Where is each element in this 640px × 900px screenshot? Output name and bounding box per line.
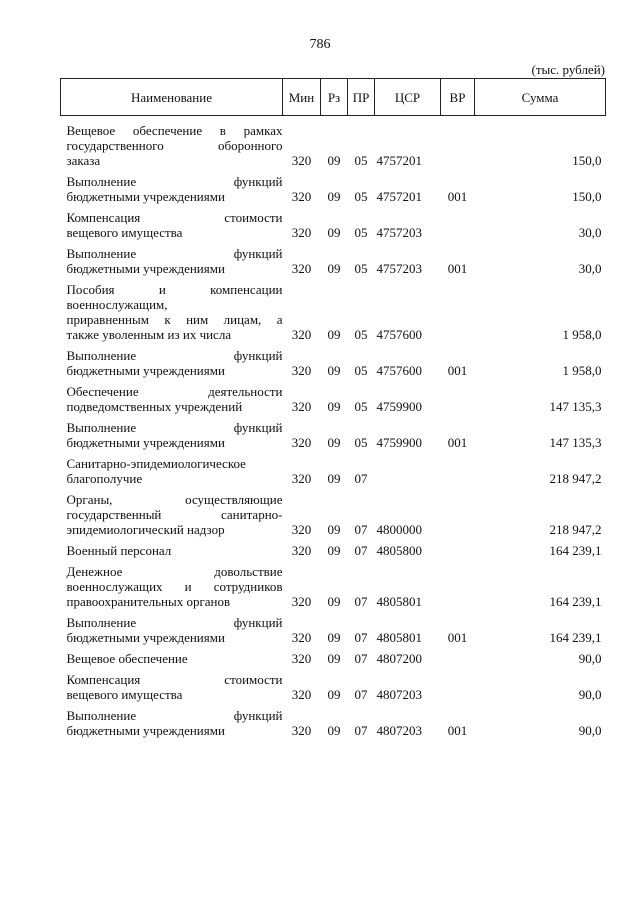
row-name	[61, 116, 283, 171]
row-name-line: бюджетными учреждениями	[66, 363, 225, 378]
row-rz: 09	[327, 687, 341, 702]
row-name-line: подведомственных учреждений	[66, 399, 243, 414]
row-rz: 09	[327, 651, 341, 666]
row-pr: 07	[354, 630, 368, 645]
row-vr: 001	[447, 630, 468, 645]
row-sum: 218 947,2	[549, 471, 602, 486]
row-min: 320	[291, 543, 312, 558]
row-name-line: военнослужащим,	[66, 297, 168, 312]
row-pr: 05	[354, 399, 368, 414]
table-row	[61, 539, 606, 560]
row-sum: 164 239,1	[549, 594, 602, 609]
row-name	[61, 278, 283, 344]
row-pr: 05	[354, 153, 368, 168]
row-vr	[441, 278, 475, 344]
row-csr: 4757203	[376, 261, 422, 276]
units-note: (тыс. рублей)	[531, 62, 605, 77]
table-row	[61, 488, 606, 539]
row-name-line: бюджетными учреждениями	[66, 630, 225, 645]
row-name-line: благополучие	[66, 471, 143, 486]
row-vr	[441, 560, 475, 611]
header-csr: ЦСР	[375, 79, 441, 116]
row-rz: 09	[327, 543, 341, 558]
row-min: 320	[291, 261, 312, 276]
row-name	[61, 416, 283, 452]
row-min: 320	[291, 153, 312, 168]
row-name-line: Вещевое обеспечение	[66, 651, 188, 666]
table-row	[61, 380, 606, 416]
row-name	[61, 242, 283, 278]
header-vr: ВР	[441, 79, 475, 116]
row-name-line: Денежное довольствие	[66, 564, 283, 579]
row-csr: 4805800	[376, 543, 422, 558]
row-name	[61, 611, 283, 647]
table-row	[61, 242, 606, 278]
row-rz: 09	[327, 225, 341, 240]
row-rz: 09	[327, 522, 341, 537]
table-row	[61, 704, 606, 740]
row-min: 320	[291, 594, 312, 609]
row-name-line: государственный санитарно-	[66, 507, 283, 522]
row-csr: 4807203	[376, 723, 422, 738]
row-name-line: Выполнение функций	[66, 708, 283, 723]
header-rz: Рз	[321, 79, 348, 116]
row-rz: 09	[327, 327, 341, 342]
row-pr: 05	[354, 261, 368, 276]
row-vr: 001	[447, 435, 468, 450]
row-sum: 90,0	[578, 651, 602, 666]
row-name-line: военнослужащих и сотрудников	[66, 579, 283, 594]
row-pr: 05	[354, 327, 368, 342]
row-sum: 30,0	[578, 225, 602, 240]
row-vr	[441, 647, 475, 668]
row-sum: 1 958,0	[562, 327, 602, 342]
row-min: 320	[291, 435, 312, 450]
row-min: 320	[291, 687, 312, 702]
row-vr: 001	[447, 363, 468, 378]
row-sum: 90,0	[578, 723, 602, 738]
header-name: Наименование	[61, 79, 283, 116]
header-sum: Сумма	[475, 79, 606, 116]
row-name	[61, 488, 283, 539]
row-sum: 164 239,1	[549, 543, 602, 558]
row-rz: 09	[327, 471, 341, 486]
row-pr: 05	[354, 189, 368, 204]
table-row	[61, 116, 606, 171]
row-rz: 09	[327, 723, 341, 738]
row-vr	[441, 668, 475, 704]
row-min: 320	[291, 363, 312, 378]
row-name-line: Пособия и компенсации	[66, 282, 283, 297]
row-name-line: бюджетными учреждениями	[66, 189, 225, 204]
row-vr	[441, 116, 475, 171]
table-row	[61, 206, 606, 242]
row-csr: 4759900	[376, 399, 422, 414]
table-row	[61, 170, 606, 206]
row-sum: 150,0	[572, 153, 602, 168]
row-vr	[441, 206, 475, 242]
row-name-line: бюджетными учреждениями	[66, 723, 225, 738]
row-name-line: Выполнение функций	[66, 420, 283, 435]
row-name	[61, 560, 283, 611]
row-name	[61, 704, 283, 740]
row-rz: 09	[327, 261, 341, 276]
row-rz: 09	[327, 399, 341, 414]
row-name-line: Военный персонал	[66, 543, 172, 558]
row-pr: 07	[354, 723, 368, 738]
row-name-line: также уволенным из их числа	[66, 327, 232, 342]
table-header-row	[61, 79, 606, 116]
row-vr	[441, 539, 475, 560]
row-sum: 147 135,3	[549, 399, 602, 414]
row-csr: 4805801	[376, 594, 422, 609]
budget-table	[60, 78, 606, 740]
row-name-line: вещевого имущества	[66, 687, 183, 702]
row-name	[61, 380, 283, 416]
header-min: Мин	[283, 79, 321, 116]
page-number: 786	[309, 37, 331, 52]
table-row	[61, 416, 606, 452]
row-sum: 1 958,0	[562, 363, 602, 378]
row-pr: 07	[354, 471, 368, 486]
row-vr: 001	[447, 723, 468, 738]
row-name-line: бюджетными учреждениями	[66, 261, 225, 276]
row-rz: 09	[327, 594, 341, 609]
row-name-line: Компенсация стоимости	[66, 210, 283, 225]
table-row	[61, 647, 606, 668]
row-vr: 001	[447, 261, 468, 276]
row-name-line: Вещевое обеспечение в рамках	[66, 123, 283, 138]
header-pr: ПР	[348, 79, 375, 116]
row-name-line: Выполнение функций	[66, 348, 283, 363]
row-sum: 218 947,2	[549, 522, 602, 537]
row-name-line: Выполнение функций	[66, 615, 283, 630]
table-row	[61, 668, 606, 704]
row-pr: 07	[354, 522, 368, 537]
row-min: 320	[291, 522, 312, 537]
row-rz: 09	[327, 153, 341, 168]
row-csr: 4757600	[376, 363, 422, 378]
row-csr: 4759900	[376, 435, 422, 450]
row-name-line: приравненным к ним лицам, а	[66, 312, 283, 327]
row-name	[61, 539, 283, 560]
row-csr: 4800000	[376, 522, 422, 537]
row-rz: 09	[327, 630, 341, 645]
row-vr	[441, 380, 475, 416]
table-row	[61, 611, 606, 647]
row-vr	[441, 452, 475, 488]
row-min: 320	[291, 471, 312, 486]
row-name	[61, 668, 283, 704]
row-name-line: правоохранительных органов	[66, 594, 231, 609]
row-name-line: Выполнение функций	[66, 246, 283, 261]
row-min: 320	[291, 630, 312, 645]
table-row	[61, 278, 606, 344]
table-row	[61, 452, 606, 488]
table-body	[61, 116, 606, 741]
table-row	[61, 344, 606, 380]
row-name-line: вещевого имущества	[66, 225, 183, 240]
row-sum: 30,0	[578, 261, 602, 276]
row-name-line: бюджетными учреждениями	[66, 435, 225, 450]
row-name	[61, 206, 283, 242]
row-name-line: Выполнение функций	[66, 174, 283, 189]
row-pr: 07	[354, 651, 368, 666]
row-pr: 07	[354, 594, 368, 609]
row-csr	[375, 452, 441, 488]
row-name	[61, 452, 283, 488]
row-csr: 4805801	[376, 630, 422, 645]
row-rz: 09	[327, 189, 341, 204]
row-name-line: эпидемиологический надзор	[66, 522, 225, 537]
table-row	[61, 560, 606, 611]
row-min: 320	[291, 723, 312, 738]
row-name-line: Обеспечение деятельности	[66, 384, 283, 399]
row-csr: 4757203	[376, 225, 422, 240]
row-name-line: государственного оборонного	[66, 138, 283, 153]
row-min: 320	[291, 225, 312, 240]
row-sum: 90,0	[578, 687, 602, 702]
row-min: 320	[291, 327, 312, 342]
row-sum: 150,0	[572, 189, 602, 204]
row-vr: 001	[447, 189, 468, 204]
row-min: 320	[291, 651, 312, 666]
row-rz: 09	[327, 435, 341, 450]
row-sum: 164 239,1	[549, 630, 602, 645]
row-pr: 05	[354, 363, 368, 378]
row-min: 320	[291, 189, 312, 204]
row-name	[61, 344, 283, 380]
row-rz: 09	[327, 363, 341, 378]
row-csr: 4757201	[376, 153, 422, 168]
row-name-line: Органы, осуществляющие	[66, 492, 283, 507]
row-pr: 05	[354, 225, 368, 240]
row-csr: 4807200	[376, 651, 422, 666]
row-pr: 07	[354, 687, 368, 702]
row-csr: 4757600	[376, 327, 422, 342]
row-pr: 07	[354, 543, 368, 558]
row-name	[61, 170, 283, 206]
row-sum: 147 135,3	[549, 435, 602, 450]
row-name-line: Компенсация стоимости	[66, 672, 283, 687]
row-name	[61, 647, 283, 668]
row-name-line: заказа	[66, 153, 101, 168]
row-pr: 05	[354, 435, 368, 450]
row-name-line: Санитарно-эпидемиологическое	[66, 456, 246, 471]
row-vr	[441, 488, 475, 539]
row-min: 320	[291, 399, 312, 414]
row-csr: 4757201	[376, 189, 422, 204]
row-csr: 4807203	[376, 687, 422, 702]
